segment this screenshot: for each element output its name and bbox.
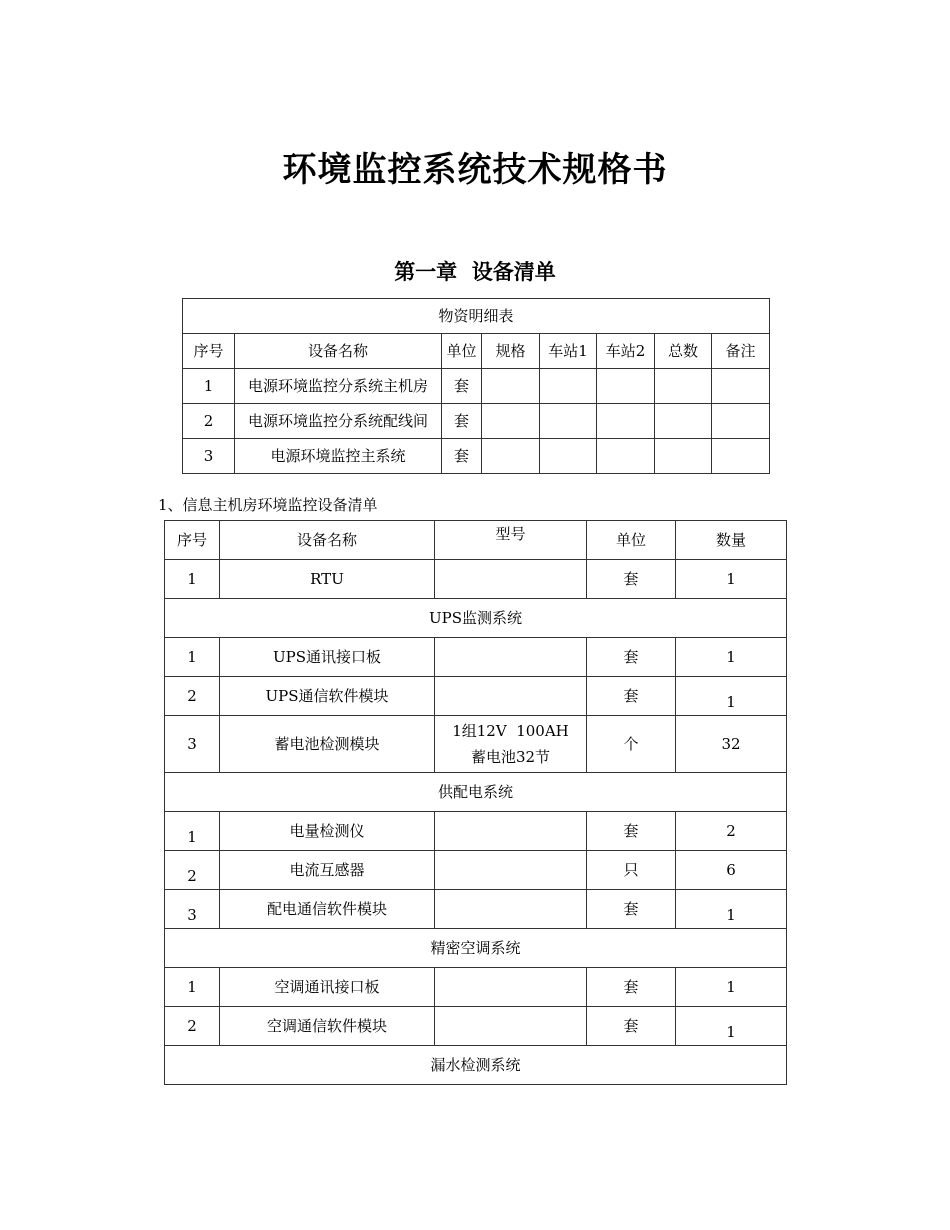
table-row [183,439,770,474]
table-cell: 个 [587,716,676,773]
table-cell: 2 [165,677,220,716]
table-cell [435,812,587,851]
table-cell: 套 [442,439,482,474]
group-header-water-leak: 漏水检测系统 [165,1046,787,1085]
table-cell: 2 [165,1007,220,1046]
table-cell: 1 [165,638,220,677]
table-cell: 6 [676,851,787,890]
table-cell: 2 [183,404,235,439]
document-title: 环境监控系统技术规格书 [282,150,668,190]
table-cell [540,439,597,474]
table-cell [165,812,220,851]
table-cell: 电量检测仪 [220,812,435,851]
table-row [165,851,787,890]
section-caption: 1、信息主机房环境监控设备清单 [158,496,378,514]
table-row [165,638,787,677]
column-header: 序号 [183,334,235,369]
table-cell [540,369,597,404]
table-cell: 1 [183,369,235,404]
table-cell [597,369,655,404]
table-cell: 1 [676,560,787,599]
table-cell: 电流互感器 [220,851,435,890]
table-cell [482,369,540,404]
cell-value: 1 [726,906,736,924]
group-header-precision-ac: 精密空调系统 [165,929,787,968]
table-cell [712,439,770,474]
table-cell: 2 [676,812,787,851]
table-cell: 1 [676,638,787,677]
table-cell [712,369,770,404]
materials-table-caption: 物资明细表 [183,299,770,334]
table-cell: 套 [587,677,676,716]
table-cell: 3 [183,439,235,474]
table-row [165,968,787,1007]
table-cell [435,560,587,599]
table-cell [435,1007,587,1046]
table-cell: 32 [676,716,787,773]
group-header-ups: UPS监测系统 [165,599,787,638]
table-cell: 套 [587,968,676,1007]
table-cell: 空调通讯接口板 [220,968,435,1007]
column-header: 备注 [712,334,770,369]
column-header: 车站2 [597,334,655,369]
column-header: 数量 [676,521,787,560]
table-cell [435,968,587,1007]
table-cell: 1 [165,560,220,599]
cell-value: 1 [726,693,736,711]
table-cell [165,851,220,890]
chapter-heading: 第一章 设备清单 [394,260,556,284]
table-cell: 1 [676,968,787,1007]
equipment-table [164,520,787,1085]
group-header-power-distribution: 供配电系统 [165,773,787,812]
table-cell [655,369,712,404]
table-cell: 3 [165,716,220,773]
table-cell: 套 [587,812,676,851]
table-cell [676,890,787,929]
table-cell: RTU [220,560,435,599]
table-cell [540,404,597,439]
table-cell: 套 [587,560,676,599]
table-cell [597,439,655,474]
column-header: 设备名称 [235,334,442,369]
table-cell: 套 [587,890,676,929]
table-row [165,812,787,851]
table-row [183,369,770,404]
column-header: 车站1 [540,334,597,369]
table-cell: 空调通信软件模块 [220,1007,435,1046]
column-header: 单位 [587,521,676,560]
materials-table [182,298,770,474]
table-cell [165,890,220,929]
table-cell: 1组12V 100AH蓄电池32节 [435,716,587,773]
cell-value: 1 [187,828,197,846]
table-cell [435,638,587,677]
table-cell [435,851,587,890]
table-cell: 套 [442,404,482,439]
column-header: 单位 [442,334,482,369]
table-cell: 电源环境监控主系统 [235,439,442,474]
table-cell: 蓄电池检测模块 [220,716,435,773]
table-row [165,890,787,929]
table-cell [655,404,712,439]
table-cell [712,404,770,439]
table-cell: UPS通讯接口板 [220,638,435,677]
table-cell: 配电通信软件模块 [220,890,435,929]
column-header: 设备名称 [220,521,435,560]
table-cell [676,1007,787,1046]
cell-value: 1 [726,1023,736,1041]
cell-value: 3 [187,906,197,924]
table-row [165,716,787,773]
table-cell: 只 [587,851,676,890]
table-cell: 1 [165,968,220,1007]
table-cell [435,890,587,929]
column-header-label: 型号 [495,525,526,543]
table-row [165,677,787,716]
table-row [165,1007,787,1046]
table-cell: 套 [442,369,482,404]
table-cell [482,439,540,474]
table-row [183,404,770,439]
table-cell: 电源环境监控分系统主机房 [235,369,442,404]
table-cell [655,439,712,474]
table-cell [482,404,540,439]
table-cell [676,677,787,716]
column-header: 总数 [655,334,712,369]
table-row [165,560,787,599]
table-cell: UPS通信软件模块 [220,677,435,716]
table-cell: 套 [587,1007,676,1046]
table-cell [435,677,587,716]
column-header: 规格 [482,334,540,369]
column-header [435,521,587,560]
table-cell: 电源环境监控分系统配线间 [235,404,442,439]
cell-value: 2 [187,867,197,885]
column-header: 序号 [165,521,220,560]
table-cell [597,404,655,439]
table-cell: 套 [587,638,676,677]
